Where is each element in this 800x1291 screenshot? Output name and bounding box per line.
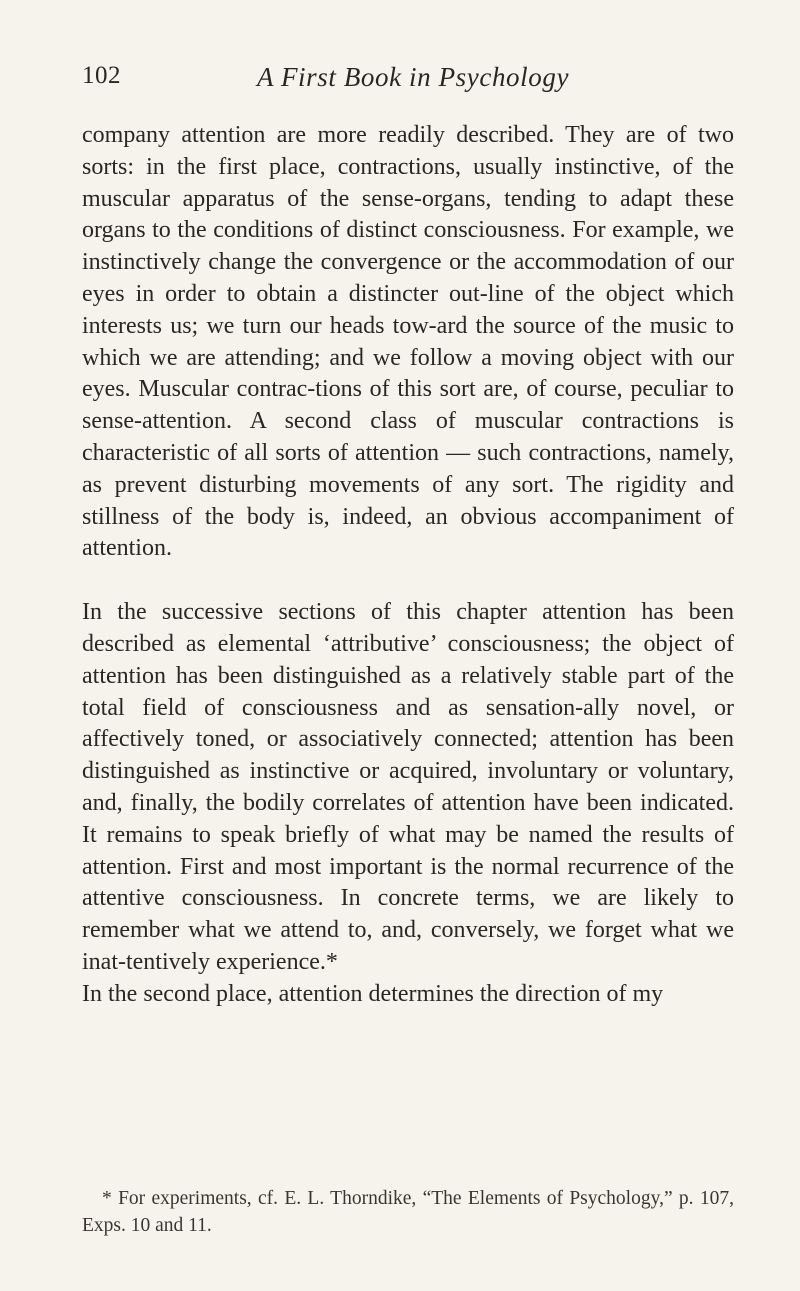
paragraph-1: company attention are more readily described. They are of two sorts: in the first place, contractions, usually instinctive, of the muscular apparatus of the sense-organs, tending to adapt these organs to the conditions of distinct consciousness. For example, we instinctively change the convergence or the accommodation of our eyes in order to obtain a distincter out-line of the object which interests us; we turn our heads tow-ard the source of the music to which we are attending; and we follow a moving object with our eyes. Muscular contrac-tions of this sort are, of course, peculiar to sense-attention. A second class of muscular contractions is characteristic of all sorts of attention — such contractions, namely, as prevent disturbing movements of any sort. The rigidity and stillness of the body is, indeed, an obvious accompaniment of attention. [82,122,734,562]
footnote [82,1185,734,1239]
footnote-text: * For experiments, cf. E. L. Thorndike, “The Elements of Psychology,” p. 107, Exps. 10 and 11. [82,1188,734,1236]
paragraph-3: In the second place, attention determines the direction of my [82,980,664,1007]
running-title: A First Book in Psychology [257,62,570,92]
page-number: 102 [82,62,121,89]
body-text [82,120,734,1011]
running-head [82,62,717,96]
paragraph-2: In the successive sections of this chapter attention has been described as elemental ‘attributive’ consciousness; the object of attention has been distinguished as a relatively stable part of the total field of consciousness and as sensation-ally novel, or affectively toned, or associatively connected; attention has been distinguished as instinctive or acquired, involuntary or voluntary, and, finally, the bodily correlates of attention have been indicated. It remains to speak briefly of what may be named the results of attention. First and most important is the normal recurrence of the attentive consciousness. In concrete terms, we are likely to remember what we attend to, and, conversely, we forget what we inat-tentively experience.* [82,599,734,975]
paragraph-gap [82,565,734,597]
